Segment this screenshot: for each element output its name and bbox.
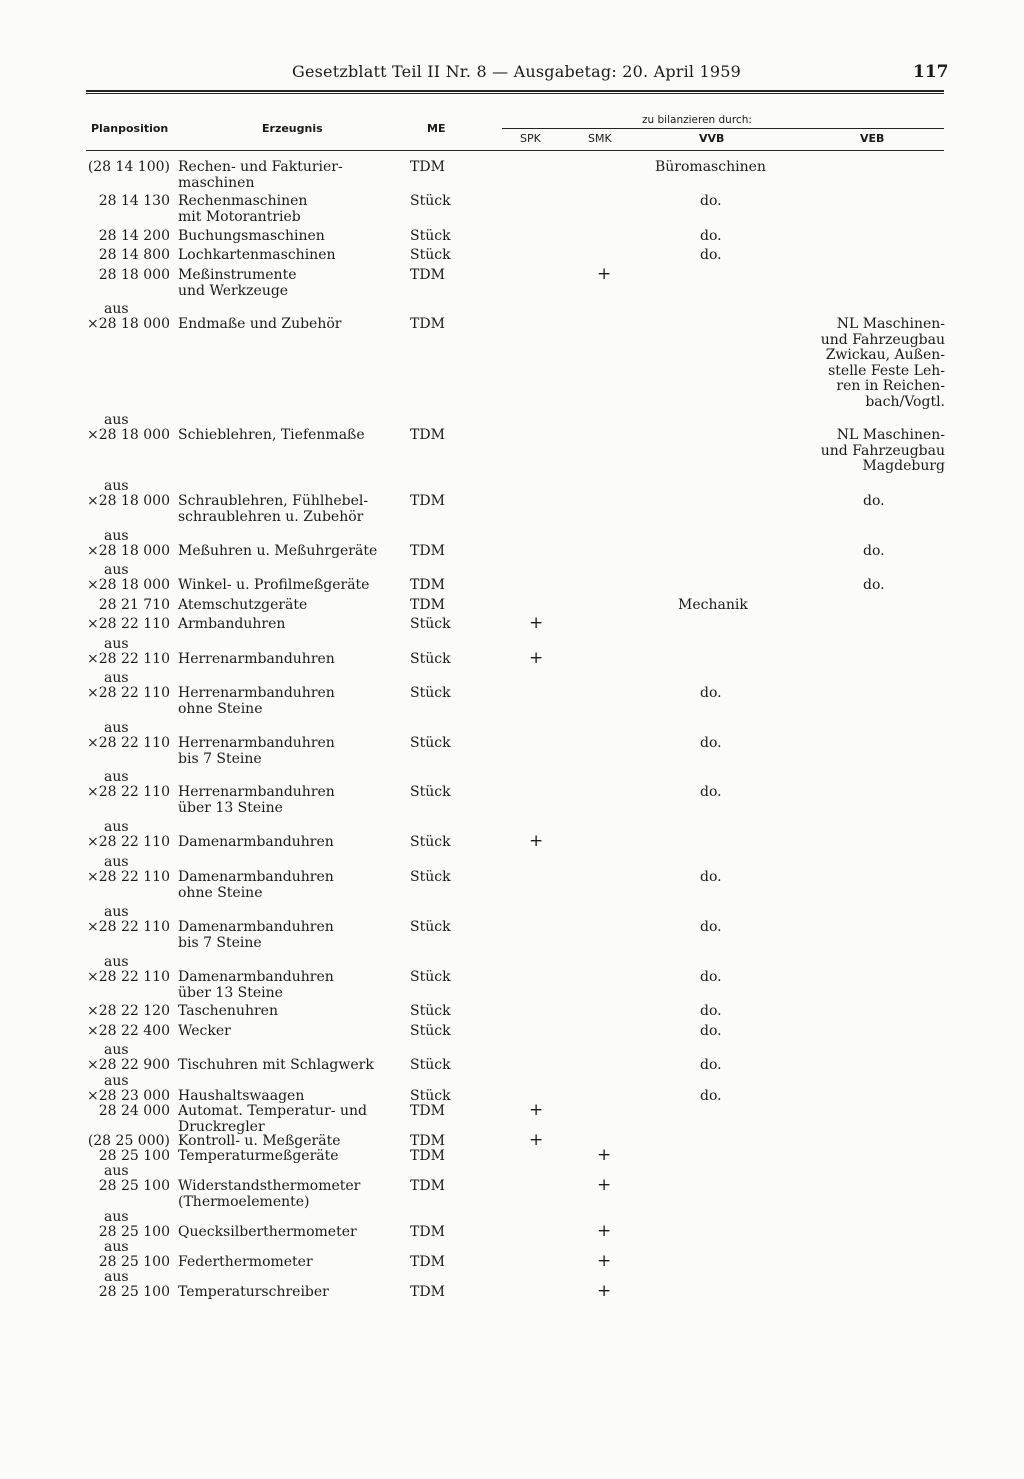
me-cell: TDM — [410, 577, 445, 593]
planposition-cell: (28 25 000) — [87, 1133, 170, 1149]
erzeugnis-line: Automat. Temperatur- und — [178, 1103, 367, 1119]
vvb-cell: do. — [700, 685, 722, 701]
erzeugnis-cell — [178, 598, 307, 614]
aus-marker: aus — [104, 478, 129, 494]
erzeugnis-cell — [178, 1225, 357, 1241]
erzeugnis-line: Herrenarmbanduhren — [178, 685, 335, 701]
table-header-rule — [86, 150, 944, 151]
erzeugnis-cell — [178, 617, 285, 633]
erzeugnis-line: Lochkartenmaschinen — [178, 247, 336, 263]
planposition-cell: ×28 22 110 — [87, 616, 170, 632]
erzeugnis-cell — [178, 870, 334, 901]
vvb-cell: do. — [700, 869, 722, 885]
me-cell: TDM — [410, 1224, 445, 1240]
col-header-planposition: Planposition — [91, 122, 169, 135]
vvb-cell: do. — [700, 919, 722, 935]
aus-marker: aus — [104, 1073, 129, 1089]
spk-mark: + — [529, 613, 544, 633]
me-cell: TDM — [410, 493, 445, 509]
group-rule — [502, 128, 944, 129]
planposition-cell: ×28 22 900 — [87, 1057, 170, 1073]
me-cell: Stück — [410, 228, 451, 244]
veb-cell: do. — [863, 543, 885, 559]
smk-mark: + — [597, 1145, 612, 1165]
aus-marker: aus — [104, 301, 129, 317]
erzeugnis-line: mit Motorantrieb — [178, 208, 301, 225]
me-cell: TDM — [410, 1133, 445, 1149]
erzeugnis-line: Druckregler — [178, 1118, 265, 1135]
header-rule-thin — [86, 93, 944, 94]
smk-mark: + — [597, 1221, 612, 1241]
planposition-cell: 28 14 130 — [98, 193, 170, 209]
vvb-cell: do. — [700, 1003, 722, 1019]
me-cell: TDM — [410, 1284, 445, 1300]
me-cell: Stück — [410, 651, 451, 667]
erzeugnis-cell — [178, 1104, 367, 1135]
page-number: 117 — [913, 62, 949, 82]
vvb-cell: do. — [700, 228, 722, 244]
me-cell: Stück — [410, 919, 451, 935]
erzeugnis-cell — [178, 920, 334, 951]
planposition-cell: ×28 23 000 — [87, 1088, 170, 1104]
page-header-title: Gesetzblatt Teil II Nr. 8 — Ausgabetag: 20. April 1959 — [292, 62, 742, 81]
aus-marker: aus — [104, 1269, 129, 1285]
planposition-cell: (28 14 100) — [87, 159, 170, 175]
me-cell: Stück — [410, 735, 451, 751]
erzeugnis-line: Buchungsmaschinen — [178, 228, 325, 244]
erzeugnis-cell — [178, 835, 334, 851]
planposition-cell: 28 24 000 — [98, 1103, 170, 1119]
aus-marker: aus — [104, 720, 129, 736]
vvb-cell: do. — [700, 193, 722, 209]
erzeugnis-line: Meßuhren u. Meßuhrgeräte — [178, 543, 378, 559]
smk-mark: + — [597, 264, 612, 284]
erzeugnis-cell — [178, 160, 343, 191]
erzeugnis-line: Federthermometer — [178, 1254, 313, 1270]
planposition-cell: 28 14 200 — [98, 228, 170, 244]
me-cell: TDM — [410, 1178, 445, 1194]
vvb-cell: do. — [700, 1023, 722, 1039]
planposition-cell: ×28 22 110 — [87, 735, 170, 751]
me-cell: Stück — [410, 685, 451, 701]
erzeugnis-line: Endmaße und Zubehör — [178, 316, 342, 332]
vvb-cell: Mechanik — [678, 597, 748, 613]
vvb-cell: do. — [700, 784, 722, 800]
planposition-cell: ×28 22 110 — [87, 784, 170, 800]
erzeugnis-line: Tischuhren mit Schlagwerk — [178, 1057, 374, 1073]
planposition-cell: ×28 18 000 — [87, 493, 170, 509]
aus-marker: aus — [104, 1209, 129, 1225]
planposition-cell: 28 25 100 — [98, 1178, 170, 1194]
vvb-cell: do. — [700, 1088, 722, 1104]
veb-cell: do. — [863, 493, 885, 509]
erzeugnis-line: Herrenarmbanduhren — [178, 784, 335, 800]
planposition-cell: 28 25 100 — [98, 1254, 170, 1270]
erzeugnis-line: Temperaturmeßgeräte — [178, 1148, 339, 1164]
me-cell: TDM — [410, 597, 445, 613]
erzeugnis-line: Widerstandsthermometer — [178, 1178, 361, 1194]
planposition-cell: ×28 22 110 — [87, 969, 170, 985]
planposition-cell: 28 25 100 — [98, 1224, 170, 1240]
col-header-smk: SMK — [588, 132, 612, 145]
erzeugnis-line: Rechen- und Fakturier- — [178, 159, 343, 175]
planposition-cell: ×28 22 110 — [87, 685, 170, 701]
erzeugnis-line: Armbanduhren — [178, 616, 286, 632]
aus-marker: aus — [104, 1163, 129, 1179]
erzeugnis-cell — [178, 194, 307, 225]
aus-marker: aus — [104, 562, 129, 578]
erzeugnis-line: Damenarmbanduhren — [178, 834, 334, 850]
planposition-cell: ×28 22 110 — [87, 651, 170, 667]
aus-marker: aus — [104, 954, 129, 970]
erzeugnis-line: schraublehren u. Zubehör — [178, 508, 364, 525]
erzeugnis-cell — [178, 494, 368, 525]
erzeugnis-cell — [178, 544, 377, 560]
erzeugnis-line: bis 7 Steine — [178, 750, 262, 767]
aus-marker: aus — [104, 1239, 129, 1255]
erzeugnis-cell — [178, 578, 369, 594]
planposition-cell: ×28 18 000 — [87, 577, 170, 593]
smk-mark: + — [597, 1175, 612, 1195]
erzeugnis-cell — [178, 970, 334, 1001]
planposition-cell: 28 25 100 — [98, 1284, 170, 1300]
col-header-me: ME — [427, 122, 446, 135]
me-cell: Stück — [410, 869, 451, 885]
erzeugnis-line: Damenarmbanduhren — [178, 869, 334, 885]
erzeugnis-cell — [178, 785, 335, 816]
planposition-cell: 28 25 100 — [98, 1148, 170, 1164]
erzeugnis-cell — [178, 229, 325, 245]
erzeugnis-line: Damenarmbanduhren — [178, 919, 334, 935]
me-cell: TDM — [410, 1254, 445, 1270]
erzeugnis-line: Taschenuhren — [178, 1003, 278, 1019]
planposition-cell: ×28 18 000 — [87, 543, 170, 559]
me-cell: TDM — [410, 1148, 445, 1164]
smk-mark: + — [597, 1281, 612, 1301]
erzeugnis-line: bis 7 Steine — [178, 934, 262, 951]
vvb-cell: do. — [700, 247, 722, 263]
erzeugnis-line: Damenarmbanduhren — [178, 969, 334, 985]
erzeugnis-cell — [178, 1255, 313, 1271]
vvb-cell: do. — [700, 969, 722, 985]
erzeugnis-line: Kontroll- u. Meßgeräte — [178, 1133, 341, 1149]
planposition-cell: ×28 22 110 — [87, 869, 170, 885]
me-cell: Stück — [410, 969, 451, 985]
aus-marker: aus — [104, 412, 129, 428]
aus-marker: aus — [104, 854, 129, 870]
aus-marker: aus — [104, 769, 129, 785]
me-cell: Stück — [410, 784, 451, 800]
erzeugnis-cell — [178, 1149, 339, 1165]
planposition-cell: ×28 22 110 — [87, 834, 170, 850]
col-header-spk: SPK — [520, 132, 541, 145]
spk-mark: + — [529, 1130, 544, 1150]
erzeugnis-cell — [178, 1004, 278, 1020]
erzeugnis-line: maschinen — [178, 174, 255, 191]
erzeugnis-line: Schraublehren, Fühlhebel- — [178, 493, 369, 509]
erzeugnis-cell — [178, 652, 335, 668]
erzeugnis-cell — [178, 428, 365, 444]
planposition-cell: ×28 18 000 — [87, 316, 170, 332]
vvb-cell: do. — [700, 1057, 722, 1073]
aus-marker: aus — [104, 528, 129, 544]
erzeugnis-line: über 13 Steine — [178, 799, 283, 816]
me-cell: TDM — [410, 267, 445, 283]
erzeugnis-line: Meßinstrumente — [178, 267, 297, 283]
aus-marker: aus — [104, 636, 129, 652]
erzeugnis-cell — [178, 248, 336, 264]
planposition-cell: ×28 22 400 — [87, 1023, 170, 1039]
erzeugnis-line: Atemschutzgeräte — [178, 597, 308, 613]
planposition-cell: ×28 22 120 — [87, 1003, 170, 1019]
veb-cell: NL Maschinen- und Fahrzeugbau Zwickau, Außen- stelle Feste Leh- ren in Reichen- bach/Vogtl. — [820, 316, 945, 410]
col-header-erzeugnis: Erzeugnis — [262, 122, 323, 135]
erzeugnis-line: Herrenarmbanduhren — [178, 735, 335, 751]
me-cell: Stück — [410, 247, 451, 263]
me-cell: Stück — [410, 616, 451, 632]
aus-marker: aus — [104, 904, 129, 920]
erzeugnis-line: (Thermoelemente) — [178, 1193, 310, 1210]
erzeugnis-cell — [178, 1024, 231, 1040]
erzeugnis-line: Temperaturschreiber — [178, 1284, 329, 1300]
spk-mark: + — [529, 1100, 544, 1120]
erzeugnis-cell — [178, 1179, 360, 1210]
veb-cell: do. — [863, 577, 885, 593]
erzeugnis-line: Herrenarmbanduhren — [178, 651, 335, 667]
erzeugnis-cell — [178, 1285, 329, 1301]
veb-cell: NL Maschinen- und Fahrzeugbau Magdeburg — [820, 427, 945, 474]
vvb-cell: Büromaschinen — [655, 159, 766, 175]
erzeugnis-line: und Werkzeuge — [178, 282, 289, 299]
planposition-cell: 28 21 710 — [98, 597, 170, 613]
erzeugnis-line: Wecker — [178, 1023, 231, 1039]
erzeugnis-line: Winkel- u. Profilmeßgeräte — [178, 577, 370, 593]
aus-marker: aus — [104, 670, 129, 686]
vvb-cell: do. — [700, 735, 722, 751]
smk-mark: + — [597, 1251, 612, 1271]
me-cell: Stück — [410, 1003, 451, 1019]
erzeugnis-line: ohne Steine — [178, 884, 263, 901]
me-cell: TDM — [410, 159, 445, 175]
erzeugnis-line: Schieblehren, Tiefenmaße — [178, 427, 365, 443]
me-cell: Stück — [410, 1057, 451, 1073]
erzeugnis-cell — [178, 736, 335, 767]
erzeugnis-cell — [178, 686, 335, 717]
erzeugnis-line: ohne Steine — [178, 700, 263, 717]
aus-marker: aus — [104, 819, 129, 835]
erzeugnis-cell — [178, 268, 296, 299]
me-cell: Stück — [410, 834, 451, 850]
me-cell: Stück — [410, 1023, 451, 1039]
me-cell: TDM — [410, 316, 445, 332]
planposition-cell: ×28 18 000 — [87, 427, 170, 443]
planposition-cell: 28 14 800 — [98, 247, 170, 263]
me-cell: Stück — [410, 1088, 451, 1104]
erzeugnis-line: Quecksilberthermometer — [178, 1224, 357, 1240]
me-cell: TDM — [410, 427, 445, 443]
planposition-cell: ×28 22 110 — [87, 919, 170, 935]
me-cell: TDM — [410, 543, 445, 559]
erzeugnis-cell — [178, 317, 341, 333]
planposition-cell: 28 18 000 — [98, 267, 170, 283]
aus-marker: aus — [104, 1042, 129, 1058]
col-header-veb: VEB — [860, 132, 885, 145]
spk-mark: + — [529, 648, 544, 668]
spk-mark: + — [529, 831, 544, 851]
erzeugnis-line: über 13 Steine — [178, 984, 283, 1001]
erzeugnis-line: Rechenmaschinen — [178, 193, 308, 209]
erzeugnis-line: Haushaltswaagen — [178, 1088, 305, 1104]
me-cell: Stück — [410, 193, 451, 209]
col-header-vvb: VVB — [699, 132, 725, 145]
erzeugnis-cell — [178, 1058, 374, 1074]
me-cell: TDM — [410, 1103, 445, 1119]
header-rule — [86, 90, 944, 92]
col-header-bilanz-group: zu bilanzieren durch: — [642, 114, 752, 126]
